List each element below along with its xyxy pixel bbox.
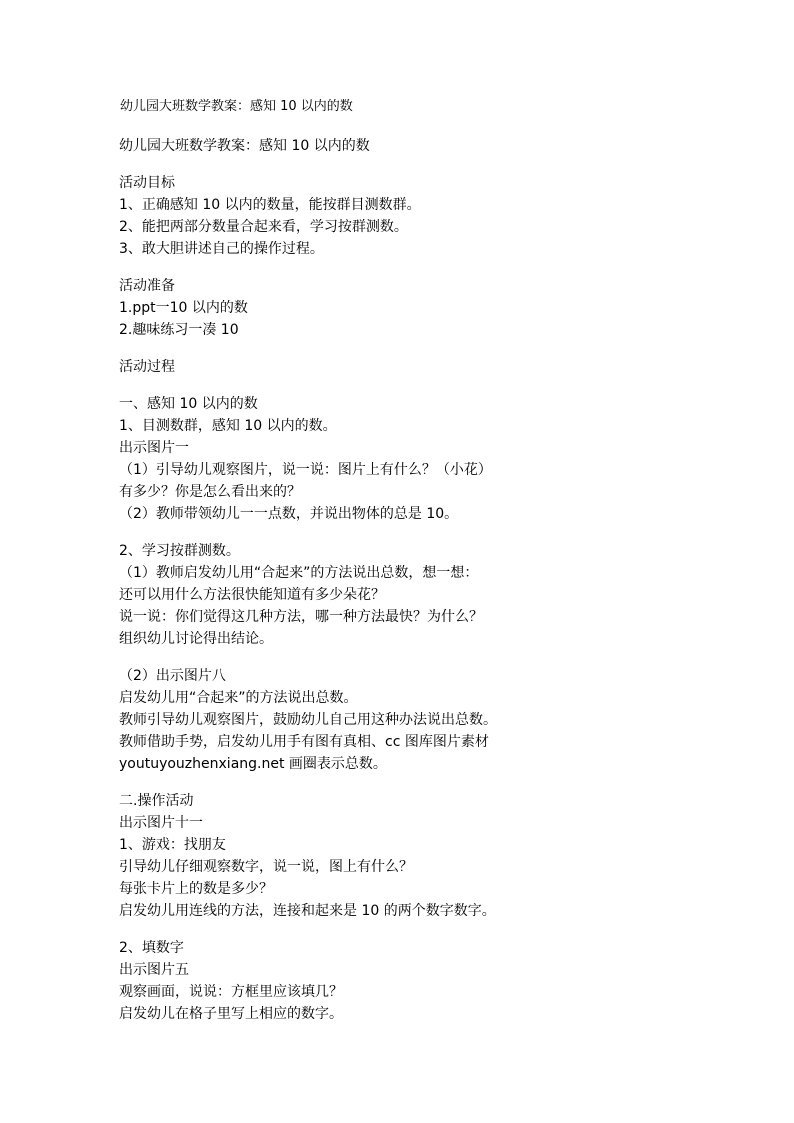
body-line: 2、填数字: [119, 940, 184, 956]
goal-item: 2、能把两部分数量合起来看，学习按群测数。: [119, 219, 408, 235]
body-line: 说一说：你们觉得这几种方法，哪一种方法最快？为什么？: [119, 609, 483, 625]
body-line: 观察画面，说说：方框里应该填几？: [119, 984, 343, 1000]
body-line: 1、游戏：找朋友: [119, 837, 226, 853]
goals-heading: 活动目标: [119, 175, 175, 191]
goal-item: 3、敢大胆讲述自己的操作过程。: [119, 241, 324, 257]
body-line: 引导幼儿仔细观察数字，说一说，图上有什么？: [119, 859, 413, 875]
paragraph-gap: [119, 775, 759, 790]
section-heading: 一、感知 10 以内的数: [119, 396, 258, 412]
goal-item: 1、正确感知 10 以内的数量，能按群目测数群。: [119, 197, 421, 213]
paragraph-gap: [119, 525, 759, 540]
body-line: 启发幼儿用连线的方法，连接和起来是 10 的两个数字数字。: [119, 903, 496, 919]
body-line: 出示图片五: [119, 962, 189, 978]
prep-heading: 活动准备: [119, 278, 175, 294]
prep-item: 2.趣味练习一凑 10: [119, 322, 239, 338]
body-line: （1）教师启发幼儿用“合起来”的方法说出总数，想一想：: [119, 565, 479, 581]
process-heading: 活动过程: [119, 359, 175, 375]
body-line: 教师引导幼儿观察图片，鼓励幼儿自己用这种办法说出总数。: [119, 712, 497, 728]
paragraph-gap: [119, 260, 759, 275]
body-line: 组织幼儿讨论得出结论。: [119, 631, 273, 647]
body-line: 启发幼儿在格子里写上相应的数字。: [119, 1006, 343, 1022]
paragraph-gap: [119, 157, 759, 172]
body-line: 2、学习按群测数。: [119, 543, 240, 559]
section-heading: 二.操作活动: [119, 793, 194, 809]
body-line: youtuyouzhenxiang.net 画圈表示总数。: [119, 756, 387, 772]
paragraph-gap: [119, 341, 759, 356]
body-line: 还可以用什么方法很快能知道有多少朵花？: [119, 587, 385, 603]
body-line: （1）引导幼儿观察图片，说一说：图片上有什么？（小花）: [119, 462, 492, 478]
paragraph-gap: [119, 378, 759, 393]
body-line: （2）教师带领幼儿一一点数，并说出物体的总是 10。: [119, 506, 459, 522]
document-body: [119, 135, 759, 1025]
body-line: （2）出示图片八: [119, 668, 226, 684]
prep-item: 1.ppt一10 以内的数: [119, 300, 248, 316]
body-line: 有多少？你是怎么看出来的？: [119, 484, 301, 500]
document-title: 幼儿园大班数学教案：感知 10 以内的数: [119, 138, 370, 154]
body-line: 每张卡片上的数是多少？: [119, 881, 273, 897]
paragraph-gap: [119, 922, 759, 937]
body-line: 1、目测数群，感知 10 以内的数。: [119, 418, 337, 434]
paragraph-gap: [119, 650, 759, 665]
body-line: 启发幼儿用“合起来”的方法说出总数。: [119, 690, 358, 706]
body-line: 出示图片一: [119, 440, 189, 456]
page-header: 幼儿园大班数学教案：感知 10 以内的数: [120, 99, 353, 114]
body-line: 教师借助手势，启发幼儿用手有图有真相、cc 图库图片素材: [119, 734, 489, 750]
body-line: 出示图片十一: [119, 815, 203, 831]
